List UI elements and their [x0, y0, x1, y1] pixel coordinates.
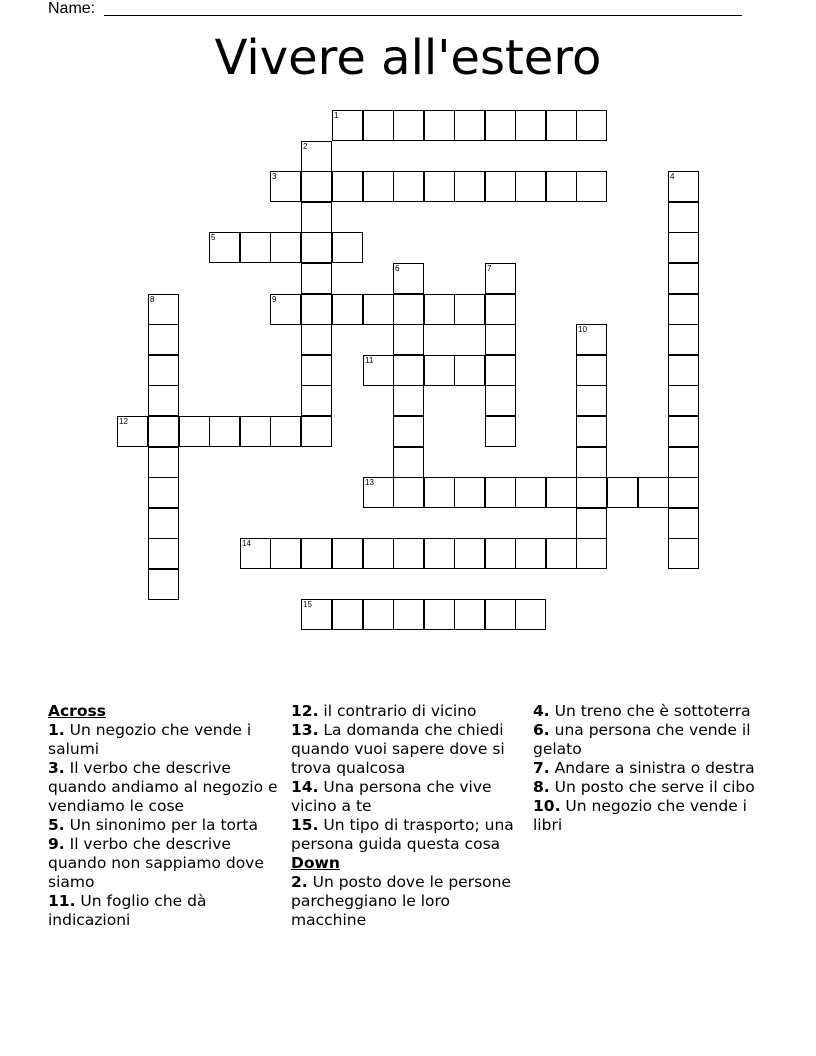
grid-cell[interactable] — [117, 416, 148, 447]
grid-cell[interactable] — [301, 385, 332, 416]
grid-cell[interactable] — [424, 110, 455, 141]
grid-cell[interactable] — [240, 232, 271, 263]
grid-cell[interactable] — [485, 599, 516, 630]
clue-number: 12 — [119, 417, 128, 426]
grid-cell[interactable] — [576, 538, 607, 569]
grid-cell[interactable] — [485, 355, 516, 386]
page-title: Vivere all'estero — [214, 30, 602, 86]
clue-number: 3 — [272, 172, 277, 181]
grid-cell[interactable] — [515, 538, 546, 569]
grid-cell[interactable] — [668, 385, 699, 416]
grid-cell[interactable] — [668, 508, 699, 539]
grid-cell[interactable] — [301, 232, 332, 263]
grid-cell[interactable] — [576, 171, 607, 202]
clue-number: 8 — [150, 295, 155, 304]
grid-cell[interactable] — [393, 416, 424, 447]
grid-cell[interactable] — [148, 294, 179, 325]
grid-cell[interactable] — [301, 141, 332, 172]
grid-cell[interactable] — [546, 477, 577, 508]
name-label: Name: — [48, 0, 96, 17]
grid-cell[interactable] — [668, 355, 699, 386]
grid-cell[interactable] — [485, 110, 516, 141]
grid-cell[interactable] — [301, 263, 332, 294]
grid-cell[interactable] — [515, 599, 546, 630]
grid-cell[interactable] — [668, 202, 699, 233]
grid-cell[interactable] — [454, 110, 485, 141]
across-clue: 14. Una persona che vive vicino a te — [291, 778, 492, 815]
grid-cell[interactable] — [332, 599, 363, 630]
grid-cell[interactable] — [546, 171, 577, 202]
clue-number: 1 — [334, 111, 339, 120]
grid-cell[interactable] — [148, 477, 179, 508]
grid-cell[interactable] — [638, 477, 669, 508]
down-clue: 6. una persona che vende il gelato — [533, 721, 751, 758]
grid-cell[interactable] — [148, 324, 179, 355]
across-clue: 1. Un negozio che vende i salumi — [48, 721, 252, 758]
grid-cell[interactable] — [393, 477, 424, 508]
clue-number: 10 — [578, 325, 587, 334]
grid-cell[interactable] — [301, 324, 332, 355]
across-clue: 9. Il verbo che descrive quando non sappiamo dove siamo — [48, 835, 264, 891]
grid-cell[interactable] — [424, 355, 455, 386]
grid-cell[interactable] — [668, 447, 699, 478]
across-heading: Across — [48, 702, 106, 720]
grid-cell[interactable] — [301, 294, 332, 325]
grid-cell[interactable] — [668, 416, 699, 447]
grid-cell[interactable] — [485, 324, 516, 355]
grid-cell[interactable] — [179, 416, 210, 447]
grid-cell[interactable] — [424, 171, 455, 202]
clues-column-3 — [533, 702, 768, 835]
down-clue: 8. Un posto che serve il cibo — [533, 778, 755, 796]
clue-number: 9 — [272, 295, 277, 304]
grid-cell[interactable] — [393, 447, 424, 478]
grid-cell[interactable] — [485, 538, 516, 569]
grid-cell[interactable] — [148, 538, 179, 569]
clue-number: 4 — [670, 172, 675, 181]
grid-cell[interactable] — [576, 508, 607, 539]
down-clue: 7. Andare a sinistra o destra — [533, 759, 755, 777]
grid-cell[interactable] — [363, 477, 394, 508]
grid-cell[interactable] — [393, 110, 424, 141]
clues-column-2 — [291, 702, 516, 930]
across-clue: 15. Un tipo di trasporto; una persona guida questa cosa — [291, 816, 514, 853]
grid-cell[interactable] — [148, 355, 179, 386]
grid-cell[interactable] — [515, 171, 546, 202]
grid-cell[interactable] — [576, 477, 607, 508]
grid-cell[interactable] — [393, 599, 424, 630]
grid-cell[interactable] — [332, 538, 363, 569]
grid-cell[interactable] — [240, 538, 271, 569]
grid-cell[interactable] — [363, 294, 394, 325]
grid-cell[interactable] — [363, 599, 394, 630]
grid-cell[interactable] — [424, 538, 455, 569]
grid-cell[interactable] — [485, 477, 516, 508]
grid-cell[interactable] — [270, 416, 301, 447]
grid-cell[interactable] — [270, 294, 301, 325]
grid-cell[interactable] — [393, 324, 424, 355]
grid-cell[interactable] — [454, 477, 485, 508]
grid-cell[interactable] — [301, 416, 332, 447]
grid-cell[interactable] — [454, 171, 485, 202]
grid-cell[interactable] — [393, 385, 424, 416]
grid-cell[interactable] — [363, 110, 394, 141]
grid-cell[interactable] — [332, 110, 363, 141]
clue-number: 13 — [365, 478, 374, 487]
grid-cell[interactable] — [363, 355, 394, 386]
grid-cell[interactable] — [332, 294, 363, 325]
grid-cell[interactable] — [454, 355, 485, 386]
down-heading: Down — [291, 854, 340, 872]
grid-cell[interactable] — [363, 171, 394, 202]
grid-cell[interactable] — [515, 110, 546, 141]
grid-cell[interactable] — [576, 447, 607, 478]
grid-cell[interactable] — [546, 538, 577, 569]
name-field — [48, 0, 95, 18]
across-clue: 5. Un sinonimo per la torta — [48, 816, 258, 834]
grid-cell[interactable] — [301, 171, 332, 202]
clue-number: 11 — [365, 356, 374, 365]
grid-cell[interactable] — [424, 477, 455, 508]
grid-cell[interactable] — [576, 385, 607, 416]
clue-number: 2 — [303, 142, 308, 151]
grid-cell[interactable] — [393, 294, 424, 325]
grid-cell[interactable] — [332, 232, 363, 263]
grid-cell[interactable] — [485, 416, 516, 447]
grid-cell[interactable] — [668, 232, 699, 263]
grid-cell[interactable] — [424, 599, 455, 630]
grid-cell[interactable] — [454, 294, 485, 325]
grid-cell[interactable] — [393, 538, 424, 569]
grid-cell[interactable] — [148, 508, 179, 539]
down-clue: 10. Un negozio che vende i libri — [533, 797, 747, 834]
grid-cell[interactable] — [270, 232, 301, 263]
grid-cell[interactable] — [546, 110, 577, 141]
grid-cell[interactable] — [576, 416, 607, 447]
grid-cell[interactable] — [148, 416, 179, 447]
clue-number: 15 — [303, 600, 312, 609]
grid-cell[interactable] — [485, 263, 516, 294]
grid-cell[interactable] — [454, 599, 485, 630]
across-clue: 11. Un foglio che dà indicazioni — [48, 892, 207, 929]
grid-cell[interactable] — [148, 569, 179, 600]
grid-cell[interactable] — [270, 171, 301, 202]
grid-cell[interactable] — [485, 171, 516, 202]
grid-cell[interactable] — [668, 171, 699, 202]
grid-cell[interactable] — [515, 477, 546, 508]
grid-cell[interactable] — [576, 110, 607, 141]
grid-cell[interactable] — [301, 538, 332, 569]
grid-cell[interactable] — [668, 477, 699, 508]
across-clue: 13. La domanda che chiedi quando vuoi sapere dove si trova qualcosa — [291, 721, 505, 777]
grid-cell[interactable] — [393, 355, 424, 386]
across-clue: 12. il contrario di vicino — [291, 702, 477, 720]
grid-cell[interactable] — [668, 294, 699, 325]
grid-cell[interactable] — [668, 538, 699, 569]
grid-cell[interactable] — [668, 324, 699, 355]
grid-cell[interactable] — [393, 263, 424, 294]
grid-cell[interactable] — [363, 538, 394, 569]
grid-cell[interactable] — [424, 294, 455, 325]
across-clue: 3. Il verbo che descrive quando andiamo al negozio e vendiamo le cose — [48, 759, 278, 815]
grid-cell[interactable] — [301, 599, 332, 630]
name-underline — [104, 15, 742, 16]
down-clue: 2. Un posto dove le persone parcheggiano le loro macchine — [291, 873, 511, 929]
grid-cell[interactable] — [270, 538, 301, 569]
grid-cell[interactable] — [607, 477, 638, 508]
clue-number: 7 — [487, 264, 492, 273]
grid-cell[interactable] — [240, 416, 271, 447]
grid-cell[interactable] — [209, 416, 240, 447]
grid-cell[interactable] — [485, 385, 516, 416]
grid-cell[interactable] — [148, 447, 179, 478]
grid-cell[interactable] — [576, 324, 607, 355]
clues-column-1 — [48, 702, 288, 930]
grid-cell[interactable] — [301, 355, 332, 386]
clue-number: 5 — [211, 233, 216, 242]
clue-number: 14 — [242, 539, 251, 548]
down-clue: 4. Un treno che è sottoterra — [533, 702, 751, 720]
grid-cell[interactable] — [148, 385, 179, 416]
clue-number: 6 — [395, 264, 400, 273]
grid-cell[interactable] — [209, 232, 240, 263]
grid-cell[interactable] — [454, 538, 485, 569]
grid-cell[interactable] — [668, 263, 699, 294]
grid-cell[interactable] — [576, 355, 607, 386]
grid-cell[interactable] — [393, 171, 424, 202]
grid-cell[interactable] — [301, 202, 332, 233]
grid-cell[interactable] — [485, 294, 516, 325]
grid-cell[interactable] — [332, 171, 363, 202]
